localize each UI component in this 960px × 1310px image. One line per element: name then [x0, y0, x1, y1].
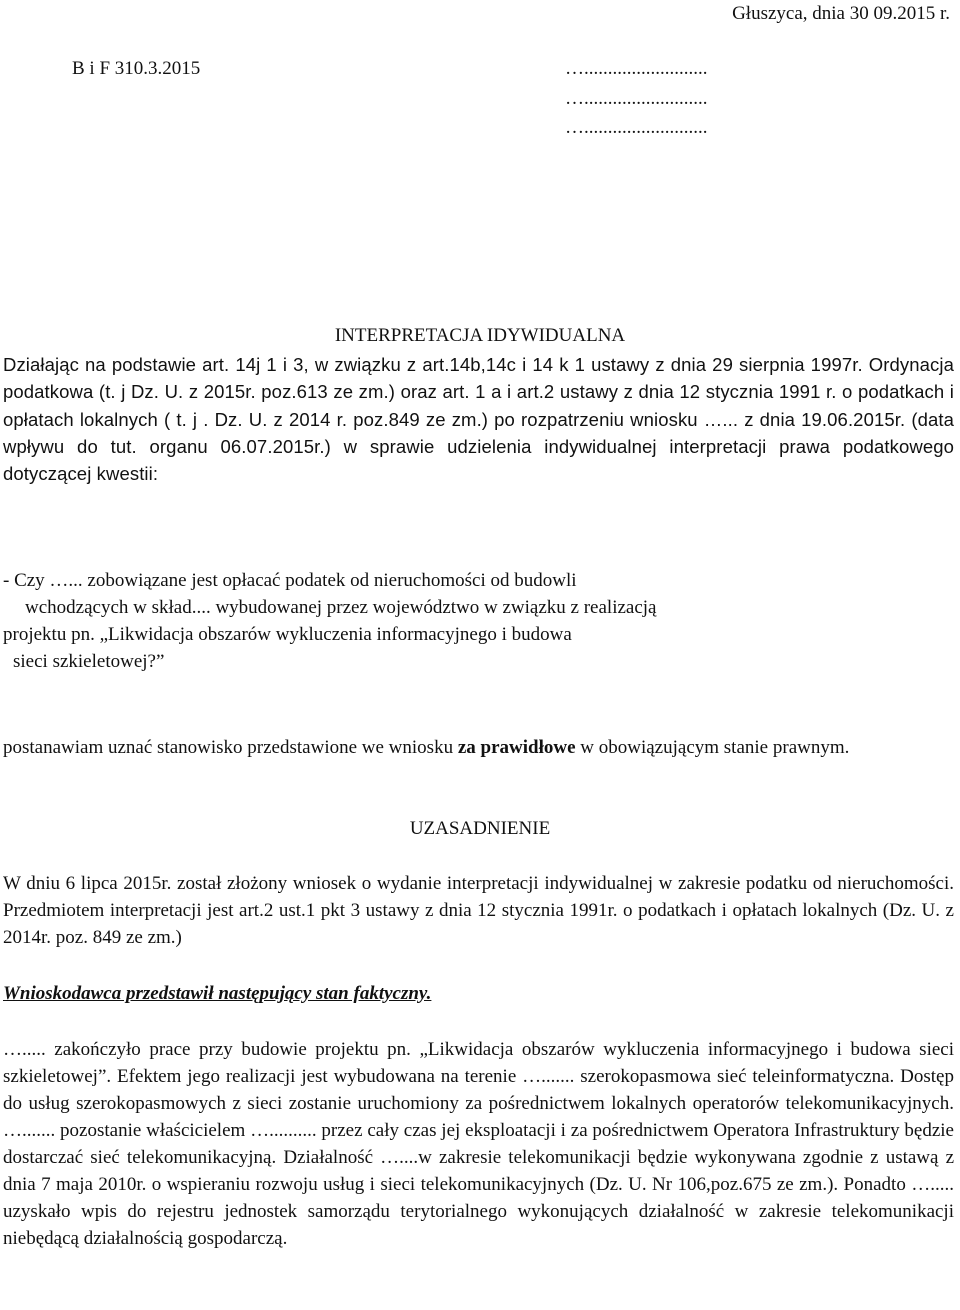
- question-line: wchodzących w skład.... wybudowanej przez województwo w związku z realizacją: [25, 597, 657, 618]
- address-line: …..........................: [565, 58, 708, 79]
- decision-paragraph: [3, 734, 954, 761]
- justification-paragraph: W dniu 6 lipca 2015r. został złożony wniosek o wydanie interpretacji indywidualnej w zakresie podatku od nieruchomości. Przedmiotem interpretacji jest art.2 ust.1 pkt 3 ustawy z dnia 12 stycznia 1991r. o podatkach i opłatach lokalnych (Dz. U. z 2014r. poz. 849 ze zm.): [3, 873, 954, 948]
- address-line: …..........................: [565, 88, 708, 109]
- decision-text: postanawiam uznać stanowisko przedstawione we wniosku: [3, 737, 458, 758]
- decision-verdict: za prawidłowe: [457, 737, 576, 758]
- place-and-date: Głuszyca, dnia 30 09.2015 r.: [732, 3, 950, 24]
- facts-paragraph: …..... zakończyło prace przy budowie projektu pn. „Likwidacja obszarów wykluczenia informacyjnego i budowa sieci szkieletowej”. Efektem jego realizacji jest wybudowana na terenie …....... szerokopasmowa sieć teleinformatyczna. Dostęp do usług szerokopasmowych z sieci zostanie uruchomiony za pośrednictwem lokalnych operatorów telekomunikacyjnych. …....... pozostanie właścicielem ….......... przez cały czas jej eksploatacji i za pośrednictwem Operatora Infrastruktury będzie dostarczać sieć telekomunikacyjną. Działalność …....w zakresie telekomunikacji będzie wykonywana zgodnie z ustawą z dnia 7 maja 2010r. o wspieraniu rozwoju usług i sieci telekomunikacyjnych (Dz. U. Nr 106,poz.675 ze zm.). Ponadto …..... uzyskało wpis do rejestru jednostek samorządu terytorialnego wykonujących działalność w zakresie telekomunikacji niebędącą działalnością gospodarczą.: [3, 1039, 954, 1249]
- facts-heading: Wnioskodawca przedstawił następujący stan faktyczny.: [3, 983, 432, 1004]
- question-line: projektu pn. „Likwidacja obszarów wykluczenia informacyjnego i budowa: [3, 624, 572, 645]
- decision-text-end: w obowiązującym stanie prawnym.: [575, 737, 850, 758]
- intro-paragraph: Działając na podstawie art. 14j 1 i 3, w związku z art.14b,14c i 14 k 1 ustawy z dnia 29 sierpnia 1997r. Ordynacja podatkowa (t. j Dz. U. z 2015r. poz.613 ze zm.) oraz art. 1 a i art.2 ustawy z dnia 12 stycznia 1991 r. o podatkach i opłatach lokalnych ( t. j . Dz. U. z 2014 r. poz.849 ze zm.) po rozpatrzeniu wniosku …... z dnia 19.06.2015r. (data wpływu do tut. organu 06.07.2015r.) w sprawie udzielenia indywidualnej interpretacji prawa podatkowego dotyczącej kwestii:: [3, 354, 954, 485]
- case-signature: B i F 310.3.2015: [72, 58, 201, 79]
- question-block: [3, 567, 954, 675]
- address-line: …..........................: [565, 117, 708, 138]
- justification-heading: UZASADNIENIE: [409, 818, 551, 839]
- document-title: INTERPRETACJA IDYWIDUALNA: [334, 325, 626, 346]
- question-line: sieci szkieletowej?”: [13, 651, 165, 672]
- question-line: - Czy …... zobowiązane jest opłacać podatek od nieruchomości od budowli: [3, 570, 577, 591]
